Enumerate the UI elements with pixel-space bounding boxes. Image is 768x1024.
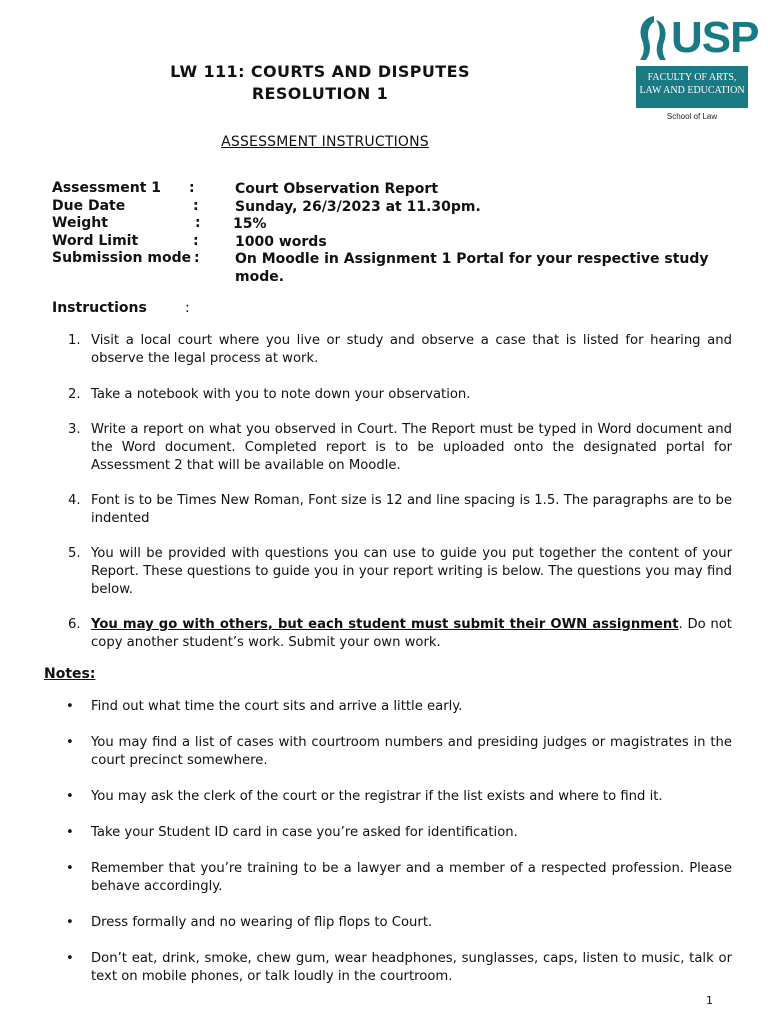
detail-label: Submission mode	[52, 250, 192, 266]
notes-heading: Notes:	[44, 666, 96, 682]
instruction-text: Take a notebook with you to note down your observation.	[91, 387, 471, 402]
note-item	[66, 914, 732, 932]
instruction-item	[66, 421, 732, 475]
instruction-number: 6.	[68, 617, 81, 632]
note-text: You may ask the clerk of the court or the registrar if the list exists and where to find it.	[91, 789, 663, 804]
instructions-list	[66, 332, 732, 652]
section-heading: ASSESSMENT INSTRUCTIONS	[221, 134, 429, 150]
note-item	[66, 950, 732, 986]
note-item	[66, 860, 732, 896]
instruction-text: Font is to be Times New Roman, Font size is 12 and line spacing is 1.5. The paragraphs are to be indented	[91, 493, 732, 526]
instructions-heading: Instructions	[52, 300, 147, 316]
detail-row	[52, 233, 742, 251]
detail-label: Weight	[52, 215, 108, 231]
bullet-icon: •	[66, 861, 74, 876]
instruction-text: Visit a local court where you live or study and observe a case that is listed for hearing and observe the legal process at work.	[91, 333, 732, 366]
detail-label: Word Limit	[52, 232, 139, 249]
detail-colon: :	[189, 180, 195, 196]
detail-row	[52, 180, 742, 198]
detail-value: Sunday, 26/3/2023 at 11.30pm.	[235, 198, 481, 215]
note-text: Take your Student ID card in case you’re asked for identification.	[91, 825, 518, 840]
instructions-colon: :	[185, 300, 190, 316]
detail-colon: :	[194, 250, 200, 266]
instruction-item	[66, 492, 732, 528]
detail-row	[52, 215, 742, 233]
usp-emblem-icon	[636, 14, 672, 62]
course-title-line1: LW 111: COURTS AND DISPUTES	[170, 62, 470, 81]
instruction-number: 5.	[68, 546, 81, 561]
instruction-emphasis: You may go with others, but each student must submit their OWN assignment	[91, 617, 679, 632]
note-item	[66, 734, 732, 770]
instruction-item	[66, 386, 732, 404]
instruction-item	[66, 545, 732, 599]
instruction-text: . Do not copy another student’s work. Submit your own work.	[91, 617, 732, 650]
note-text: You may find a list of cases with courtroom numbers and presiding judges or magistrates in the court precinct somewhere.	[91, 735, 732, 768]
notes-list	[66, 698, 732, 986]
bullet-icon: •	[66, 951, 74, 966]
logo-wordmark: USP	[671, 13, 759, 62]
detail-value: On Moodle in Assignment 1 Portal for your respective study mode.	[235, 251, 709, 285]
instruction-number: 4.	[68, 493, 81, 508]
page-number: 1	[706, 994, 713, 1007]
detail-value: 1000 words	[235, 233, 327, 250]
bullet-icon: •	[66, 789, 74, 804]
bullet-icon: •	[66, 915, 74, 930]
logo-school-name: School of Law	[666, 112, 718, 121]
note-item	[66, 698, 732, 716]
logo-faculty-line1: FACULTY OF ARTS,	[647, 72, 737, 83]
detail-label: Assessment 1	[52, 180, 162, 196]
instruction-item	[66, 332, 732, 368]
note-text: Dress formally and no wearing of flip flops to Court.	[91, 915, 433, 930]
note-text: Find out what time the court sits and arrive a little early.	[91, 699, 463, 714]
instruction-text: Write a report on what you observed in Court. The Report must be typed in Word document and the Word document. Completed report is to be uploaded onto the designated portal for Assessment 2 that will be available on Moodle.	[91, 422, 732, 473]
bullet-icon: •	[66, 735, 74, 750]
note-text: Don’t eat, drink, smoke, chew gum, wear headphones, sunglasses, caps, listen to music, talk or text on mobile phones, or talk loudly in the courtroom.	[91, 951, 732, 984]
usp-logo	[636, 13, 759, 121]
bullet-icon: •	[66, 699, 74, 714]
detail-row	[52, 198, 742, 216]
instruction-item	[66, 616, 732, 652]
note-text: Remember that you’re training to be a lawyer and a member of a respected profession. Please behave accordingly.	[91, 861, 732, 894]
detail-row	[52, 250, 742, 286]
detail-colon: :	[195, 215, 201, 231]
instruction-number: 2.	[68, 387, 81, 402]
note-item	[66, 824, 732, 842]
course-title-line2: RESOLUTION 1	[251, 84, 389, 103]
detail-label: Due Date	[52, 197, 126, 214]
detail-colon: :	[193, 197, 199, 214]
logo-faculty-line2: LAW AND EDUCATION	[639, 85, 745, 96]
detail-value: 15%	[233, 216, 267, 232]
bullet-icon: •	[66, 825, 74, 840]
detail-colon: :	[193, 232, 199, 249]
logo-faculty-box	[636, 66, 748, 108]
detail-value: Court Observation Report	[235, 181, 439, 197]
instruction-number: 3.	[68, 422, 81, 437]
instruction-number: 1.	[68, 333, 81, 348]
note-item	[66, 788, 732, 806]
instruction-text: You will be provided with questions you can use to guide you put together the content of your Report. These questions to guide you in your report writing is below. The questions you may find below.	[91, 546, 732, 597]
assessment-details	[52, 180, 742, 286]
